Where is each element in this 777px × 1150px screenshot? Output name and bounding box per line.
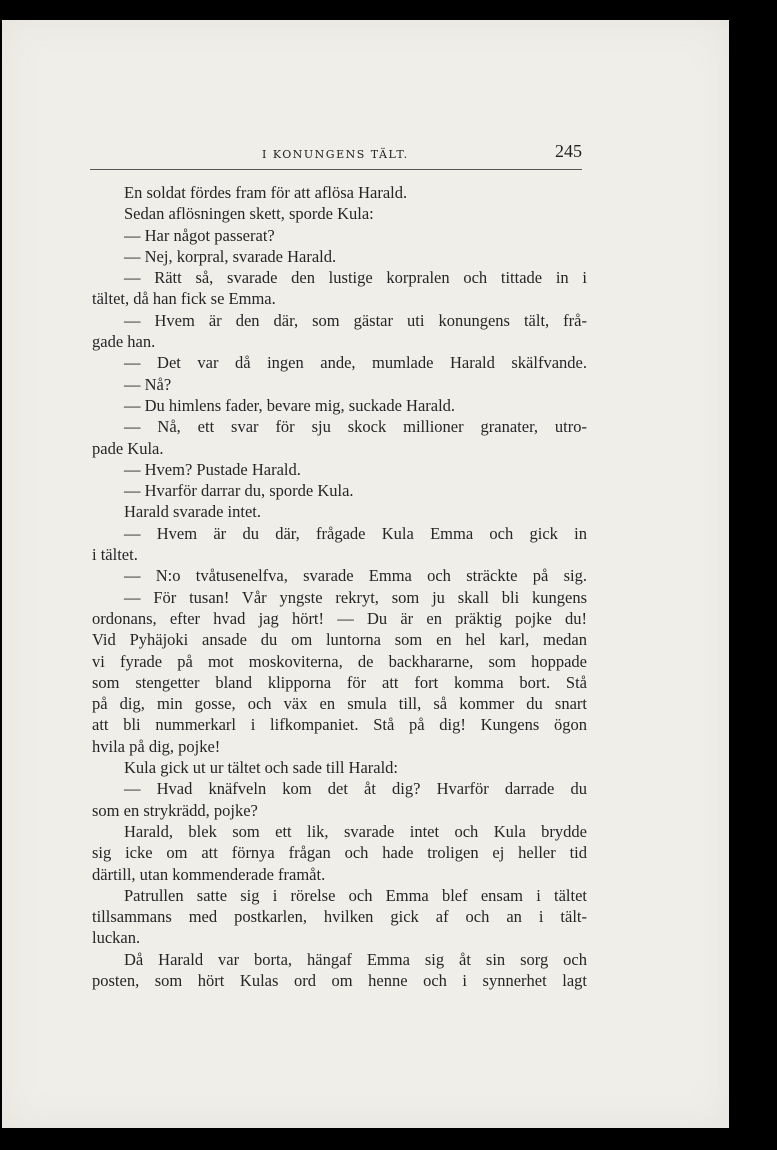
body-text bbox=[92, 182, 587, 991]
text-line: — Rätt så, svarade den lustige korpralen och tittade in i bbox=[124, 268, 587, 288]
text-line: tältet, då han fick se Emma. bbox=[92, 289, 276, 309]
text-line: att bli nummerkarl i lifkompaniet. Stå på dig! Kungens ögon bbox=[92, 715, 587, 735]
text-line: — För tusan! Vår yngste rekryt, som ju skall bli kungens bbox=[124, 587, 587, 607]
text-line: — Nå? bbox=[124, 374, 172, 394]
text-line: hvila på dig, pojke! bbox=[92, 736, 221, 756]
text-line: ordonans, efter hvad jag hört! — Du är en präktig pojke du! bbox=[92, 608, 587, 628]
text-line: — Hvarför darrar du, sporde Kula. bbox=[124, 481, 354, 501]
text-line: gade han. bbox=[92, 332, 156, 352]
text-line: vi fyrade på mot moskoviterna, de backhararne, som hoppade bbox=[92, 651, 587, 671]
text-line: — Hvem är du där, frågade Kula Emma och gick in bbox=[124, 523, 587, 543]
text-line: Harald svarade intet. bbox=[124, 502, 261, 522]
text-line: Sedan aflösningen skett, sporde Kula: bbox=[124, 204, 374, 224]
text-line: — N:o tvåtusenelfva, svarade Emma och sträckte på sig. bbox=[124, 566, 587, 586]
page-number: 245 bbox=[555, 141, 582, 161]
text-line: sig icke om att förnya frågan och hade troligen ej heller tid bbox=[92, 843, 587, 863]
text-line: — Det var då ingen ande, mumlade Harald skälfvande. bbox=[124, 353, 587, 373]
text-line: i tältet. bbox=[92, 545, 138, 565]
text-line: — Har något passerat? bbox=[124, 225, 275, 245]
text-line: En soldat fördes fram för att aflösa Harald. bbox=[124, 183, 408, 202]
text-line: Patrullen satte sig i rörelse och Emma blef ensam i tältet bbox=[124, 885, 587, 905]
text-line: luckan. bbox=[92, 928, 141, 948]
text-line: pade Kula. bbox=[92, 438, 164, 458]
running-title: I KONUNGENS TÄLT. bbox=[262, 148, 409, 161]
text-line: Harald, blek som ett lik, svarade intet och Kula brydde bbox=[124, 821, 587, 841]
text-line: därtill, utan kommenderade framåt. bbox=[92, 864, 326, 884]
text-line: Kula gick ut ur tältet och sade till Harald: bbox=[124, 758, 398, 778]
text-line: på dig, min gosse, och väx en smula till, så kommer du snart bbox=[92, 694, 587, 714]
text-line: — Hvad knäfveln kom det åt dig? Hvarför darrade du bbox=[124, 779, 587, 799]
text-line: — Nej, korpral, svarade Harald. bbox=[124, 246, 337, 266]
text-line: som en strykrädd, pojke? bbox=[92, 800, 258, 820]
book-page bbox=[2, 20, 729, 1128]
text-line: — Du himlens fader, bevare mig, suckade Harald. bbox=[124, 395, 456, 415]
text-line: posten, som hört Kulas ord om henne och i synnerhet lagt bbox=[92, 970, 587, 990]
page-header bbox=[90, 124, 582, 170]
text-line: som stengetter bland klipporna för att fort komma bort. Stå bbox=[92, 672, 587, 692]
text-line: Vid Pyhäjoki ansade du om luntorna som en hel karl, medan bbox=[92, 630, 587, 650]
text-line: tillsammans med postkarlen, hvilken gick af och an i tält- bbox=[92, 907, 587, 927]
text-line: — Hvem är den där, som gästar uti konungens tält, frå- bbox=[124, 310, 587, 330]
text-line: Då Harald var borta, hängaf Emma sig åt sin sorg och bbox=[124, 949, 587, 969]
text-line: — Hvem? Pustade Harald. bbox=[124, 459, 301, 479]
text-line: — Nå, ett svar för sju skock millioner granater, utro- bbox=[124, 417, 587, 437]
